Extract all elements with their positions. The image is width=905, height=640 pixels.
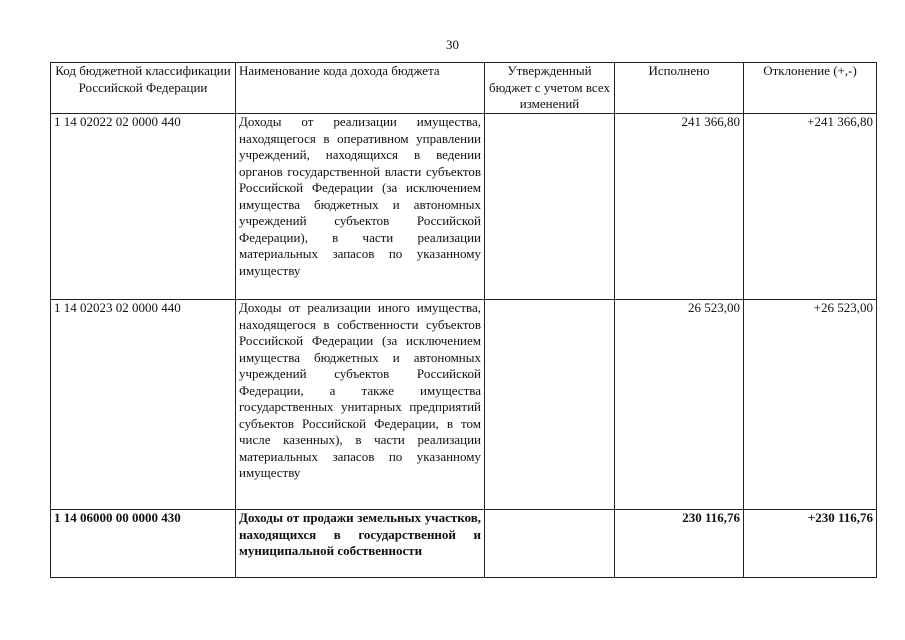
header-deviation: Отклонение (+,-)	[744, 63, 877, 114]
row-name: Доходы от реализации иного имущества, находящегося в собственности субъектов Российской Федерации (за исключением имущества бюджетных и автономных учреждений субъектов Российской Федерации, а также имущества государственных унитарных предприятий субъектов Российской Федерации, в том числе казенных), в части реализации материальных запасов по указанному имуществу	[236, 300, 485, 510]
row-name: Доходы от реализации имущества, находящегося в оперативном управлении учреждений, находящихся в ведении органов государственной власти субъектов Российской Федерации (за исключением имущества бюджетных и автономных учреждений субъектов Российской Федерации), в части реализации материальных запасов по указанному имуществу	[236, 114, 485, 300]
header-executed: Исполнено	[615, 63, 744, 114]
row-approved	[485, 510, 615, 578]
row-executed: 230 116,76	[615, 510, 744, 578]
row-deviation: +230 116,76	[744, 510, 877, 578]
row-deviation: +241 366,80	[744, 114, 877, 300]
table-row	[51, 300, 877, 510]
row-deviation: +26 523,00	[744, 300, 877, 510]
row-code: 1 14 02023 02 0000 440	[51, 300, 236, 510]
header-approved: Утвержденный бюджет с учетом всех изменений	[485, 63, 615, 114]
row-approved	[485, 114, 615, 300]
row-name: Доходы от продажи земельных участков, находящихся в государственной и муниципальной собственности	[236, 510, 485, 578]
row-approved	[485, 300, 615, 510]
page-number: 30	[446, 37, 459, 52]
row-code: 1 14 02022 02 0000 440	[51, 114, 236, 300]
header-name: Наименование кода дохода бюджета	[236, 63, 485, 114]
row-executed: 26 523,00	[615, 300, 744, 510]
table-row	[51, 114, 877, 300]
table-row	[51, 510, 877, 578]
table-header-row	[51, 63, 877, 114]
row-code: 1 14 06000 00 0000 430	[51, 510, 236, 578]
header-code: Код бюджетной классификации Российской Федерации	[51, 63, 236, 114]
row-executed: 241 366,80	[615, 114, 744, 300]
budget-table	[50, 62, 877, 578]
